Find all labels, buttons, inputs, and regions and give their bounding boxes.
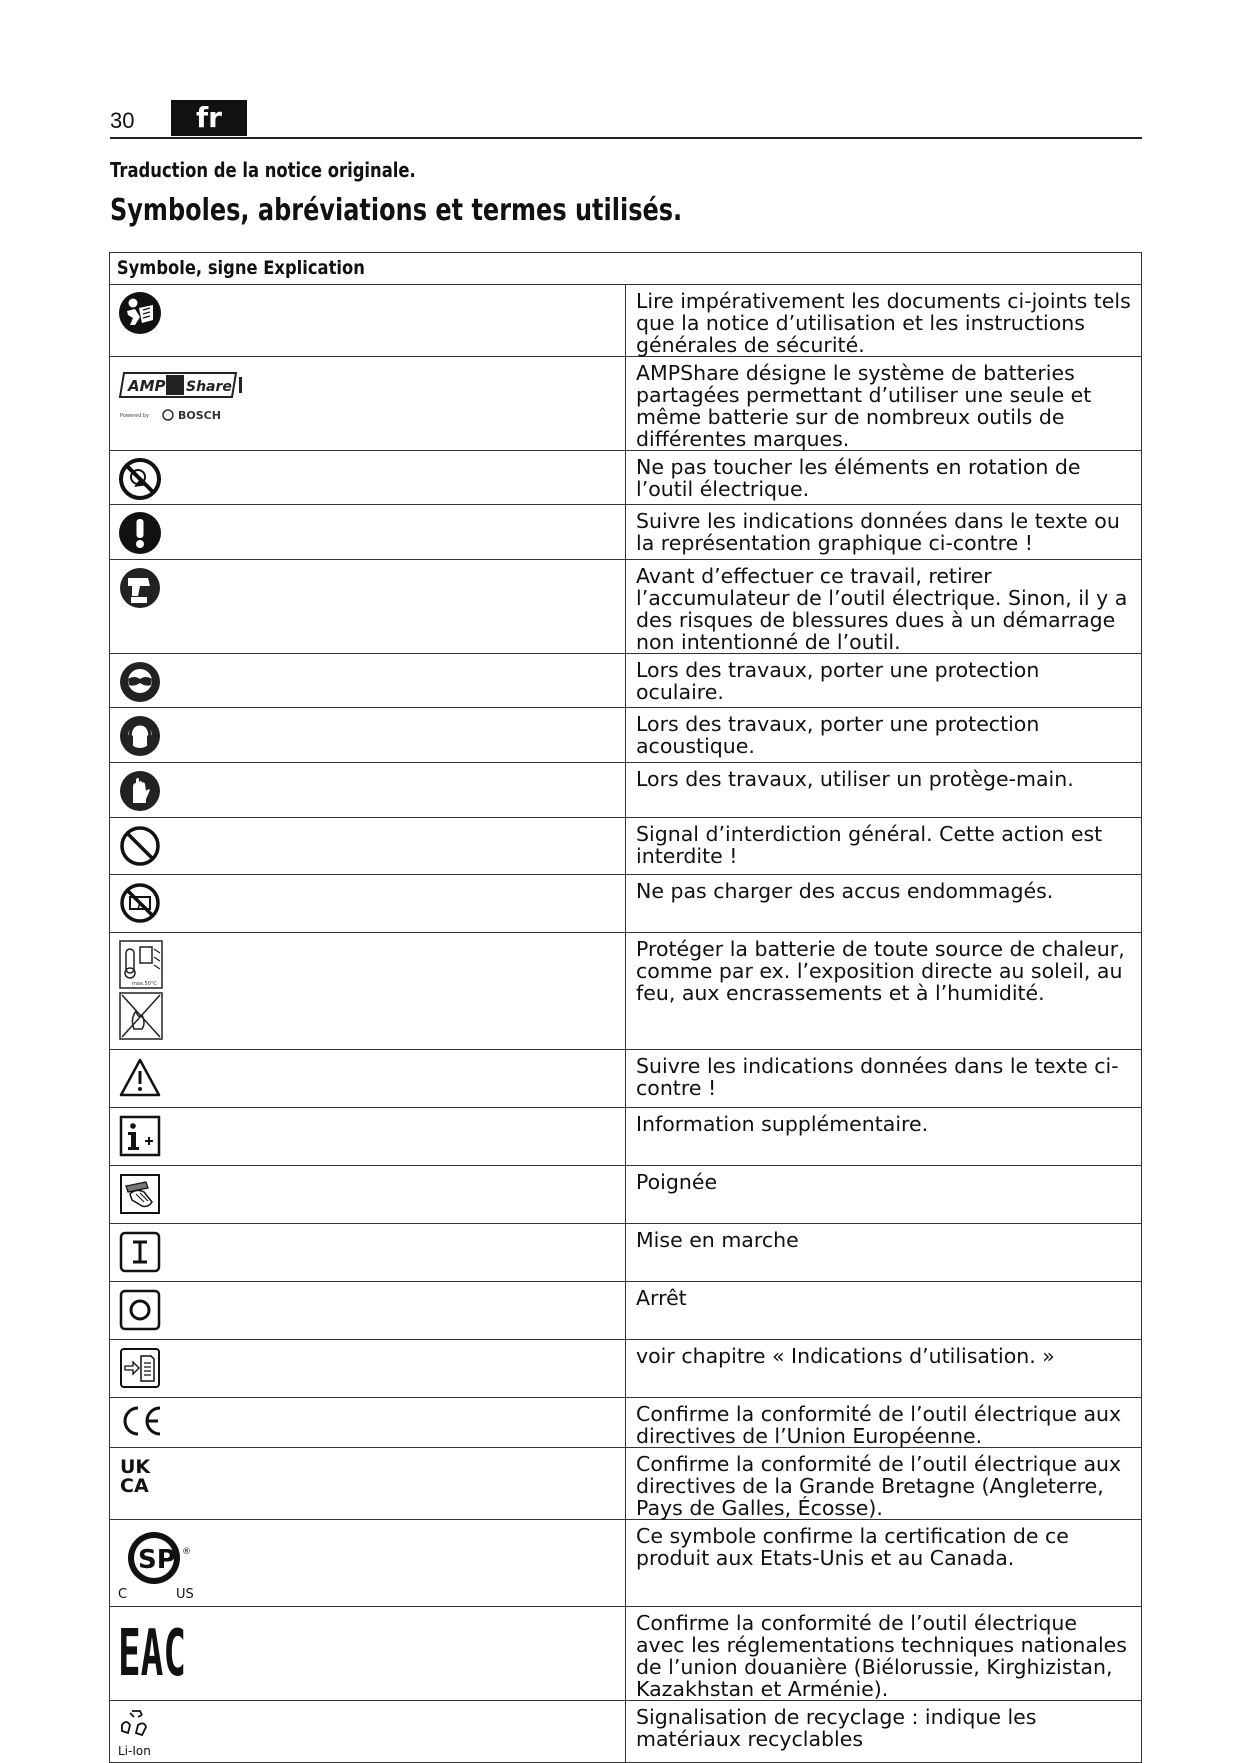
warning-triangle-icon xyxy=(118,1056,162,1100)
ampshare-share-text: Share xyxy=(186,379,232,395)
table-row xyxy=(110,1282,1142,1340)
icon-cell xyxy=(110,505,626,560)
explanation-cell: Lors des travaux, porter une protection oculaire. xyxy=(626,654,1142,708)
icon-cell xyxy=(110,560,626,654)
table-row xyxy=(110,818,1142,875)
see-chapter-icon xyxy=(118,1346,162,1390)
icon-cell xyxy=(110,1448,626,1520)
table-row xyxy=(110,1607,1142,1701)
table-row xyxy=(110,933,1142,1050)
explanation-cell: Avant d’effectuer ce travail, retirer l’accumulateur de l’outil électrique. Sinon, il y a des risques de blessures dues à un démarrage non intentionné de l’outil. xyxy=(626,560,1142,654)
explanation-cell: Suivre les indications données dans le texte ci-contre ! xyxy=(626,1050,1142,1108)
page-number: 30 xyxy=(110,108,135,133)
table-row xyxy=(110,505,1142,560)
table-row xyxy=(110,1398,1142,1448)
table-row xyxy=(110,560,1142,654)
switch-on-icon xyxy=(118,1230,162,1274)
icon-cell xyxy=(110,1340,626,1398)
recycling-label: Li-Ion xyxy=(118,1744,151,1758)
no-touch-rotating-icon xyxy=(118,457,162,501)
explanation-cell: Confirme la conformité de l’outil électrique avec les réglementations techniques nationales de l’union douanière (Biélorussie, Kirghizistan, Kazakhstan et Arménie). xyxy=(626,1607,1142,1701)
table-row xyxy=(110,1448,1142,1520)
max-temperature-label: max.50°C xyxy=(132,981,157,987)
table-header: Symbole, signe Explication xyxy=(116,257,365,279)
icon-cell xyxy=(110,875,626,933)
table-row xyxy=(110,1108,1142,1166)
remove-battery-icon xyxy=(118,566,162,610)
ampshare-powered-text: Powered by xyxy=(120,413,149,419)
explanation-cell: Signal d’interdiction général. Cette action est interdite ! xyxy=(626,818,1142,875)
info-icon xyxy=(118,1114,162,1158)
icon-cell xyxy=(110,451,626,505)
exclamation-icon xyxy=(118,511,162,555)
icon-cell xyxy=(110,654,626,708)
table-row xyxy=(110,654,1142,708)
no-damaged-battery-icon xyxy=(118,881,162,925)
document-subtitle: Traduction de la notice originale. xyxy=(110,158,416,182)
handle-icon xyxy=(118,1172,162,1216)
icon-cell xyxy=(110,1224,626,1282)
explanation-cell: Information supplémentaire. xyxy=(626,1108,1142,1166)
icon-cell xyxy=(110,1166,626,1224)
icon-cell xyxy=(110,1282,626,1340)
icon-cell xyxy=(110,1520,626,1607)
explanation-cell: Poignée xyxy=(626,1166,1142,1224)
table-header-cell xyxy=(110,253,1142,285)
eac-mark-icon xyxy=(118,1613,188,1691)
icon-cell xyxy=(110,1108,626,1166)
eye-protection-icon xyxy=(118,660,162,704)
battery-heat-icon xyxy=(118,939,166,1041)
icon-cell xyxy=(110,1701,626,1763)
eac-mark-text: EAC xyxy=(118,1617,186,1691)
table-row xyxy=(110,763,1142,818)
read-manual-icon xyxy=(118,291,162,335)
explanation-cell: Confirme la conformité de l’outil électrique aux directives de l’Union Européenne. xyxy=(626,1398,1142,1448)
page-header xyxy=(110,100,1142,139)
explanation-cell: Suivre les indications données dans le texte ou la représentation graphique ci-contre ! xyxy=(626,505,1142,560)
explanation-cell: Ne pas toucher les éléments en rotation de l’outil électrique. xyxy=(626,451,1142,505)
ear-protection-icon xyxy=(118,714,162,758)
table-row xyxy=(110,708,1142,763)
table-row xyxy=(110,1224,1142,1282)
hand-protection-icon xyxy=(118,769,162,813)
explanation-cell: Arrêt xyxy=(626,1282,1142,1340)
ukca-mark-icon xyxy=(118,1454,162,1498)
explanation-cell: Lors des travaux, utiliser un protège-main. xyxy=(626,763,1142,818)
explanation-cell: Lire impérativement les documents ci-joints tels que la notice d’utilisation et les instructions générales de sécurité. xyxy=(626,285,1142,357)
language-tab: fr xyxy=(171,100,247,136)
icon-cell xyxy=(110,1398,626,1448)
icon-cell xyxy=(110,818,626,875)
table-row xyxy=(110,875,1142,933)
recycling-icon xyxy=(118,1707,162,1759)
explanation-cell: Protéger la batterie de toute source de chaleur, comme par ex. l’exposition directe au soleil, au feu, aux encrassements et à l’humidité. xyxy=(626,933,1142,1050)
explanation-cell: Mise en marche xyxy=(626,1224,1142,1282)
icon-cell xyxy=(110,285,626,357)
bosch-brand-text: BOSCH xyxy=(178,409,221,422)
icon-cell xyxy=(110,708,626,763)
csa-mark-icon xyxy=(118,1526,208,1602)
explanation-cell: Signalisation de recyclage : indique les matériaux recyclables xyxy=(626,1701,1142,1763)
table-header-row xyxy=(110,253,1142,285)
table-row xyxy=(110,451,1142,505)
icon-cell xyxy=(110,1607,626,1701)
ampshare-amp-text: AMP xyxy=(128,377,166,395)
explanation-cell: AMPShare désigne le système de batteries partagées permettant d’utiliser une seule et même batterie sur de nombreux outils de différentes marques. xyxy=(626,357,1142,451)
icon-cell xyxy=(110,1050,626,1108)
table-row xyxy=(110,1520,1142,1607)
csa-c-text: C xyxy=(118,1587,128,1602)
csa-mark-text: SP xyxy=(138,1545,176,1575)
explanation-cell: Confirme la conformité de l’outil électrique aux directives de la Grande Bretagne (Angleterre, Pays de Galles, Écosse). xyxy=(626,1448,1142,1520)
table-row xyxy=(110,1050,1142,1108)
ukca-top-text: UK xyxy=(120,1456,151,1478)
icon-cell xyxy=(110,357,626,451)
table-row xyxy=(110,1166,1142,1224)
table-row xyxy=(110,285,1142,357)
table-row xyxy=(110,1701,1142,1763)
prohibition-icon xyxy=(118,824,162,868)
icon-cell xyxy=(110,763,626,818)
table-row xyxy=(110,1340,1142,1398)
ukca-bottom-text: CA xyxy=(120,1475,149,1497)
symbols-table xyxy=(109,252,1142,1763)
csa-us-text: US xyxy=(176,1587,194,1602)
ce-mark-icon xyxy=(118,1404,164,1438)
switch-off-icon xyxy=(118,1288,162,1332)
explanation-cell: Ce symbole confirme la certification de ce produit aux Etats-Unis et au Canada. xyxy=(626,1520,1142,1607)
csa-registered-text: ® xyxy=(182,1547,191,1557)
icon-cell xyxy=(110,933,626,1050)
page-title: Symboles, abréviations et termes utilisés. xyxy=(110,193,683,228)
explanation-cell: Lors des travaux, porter une protection acoustique. xyxy=(626,708,1142,763)
explanation-cell: voir chapitre « Indications d’utilisation. » xyxy=(626,1340,1142,1398)
table-row xyxy=(110,357,1142,451)
explanation-cell: Ne pas charger des accus endommagés. xyxy=(626,875,1142,933)
ampshare-logo-icon xyxy=(118,363,258,425)
